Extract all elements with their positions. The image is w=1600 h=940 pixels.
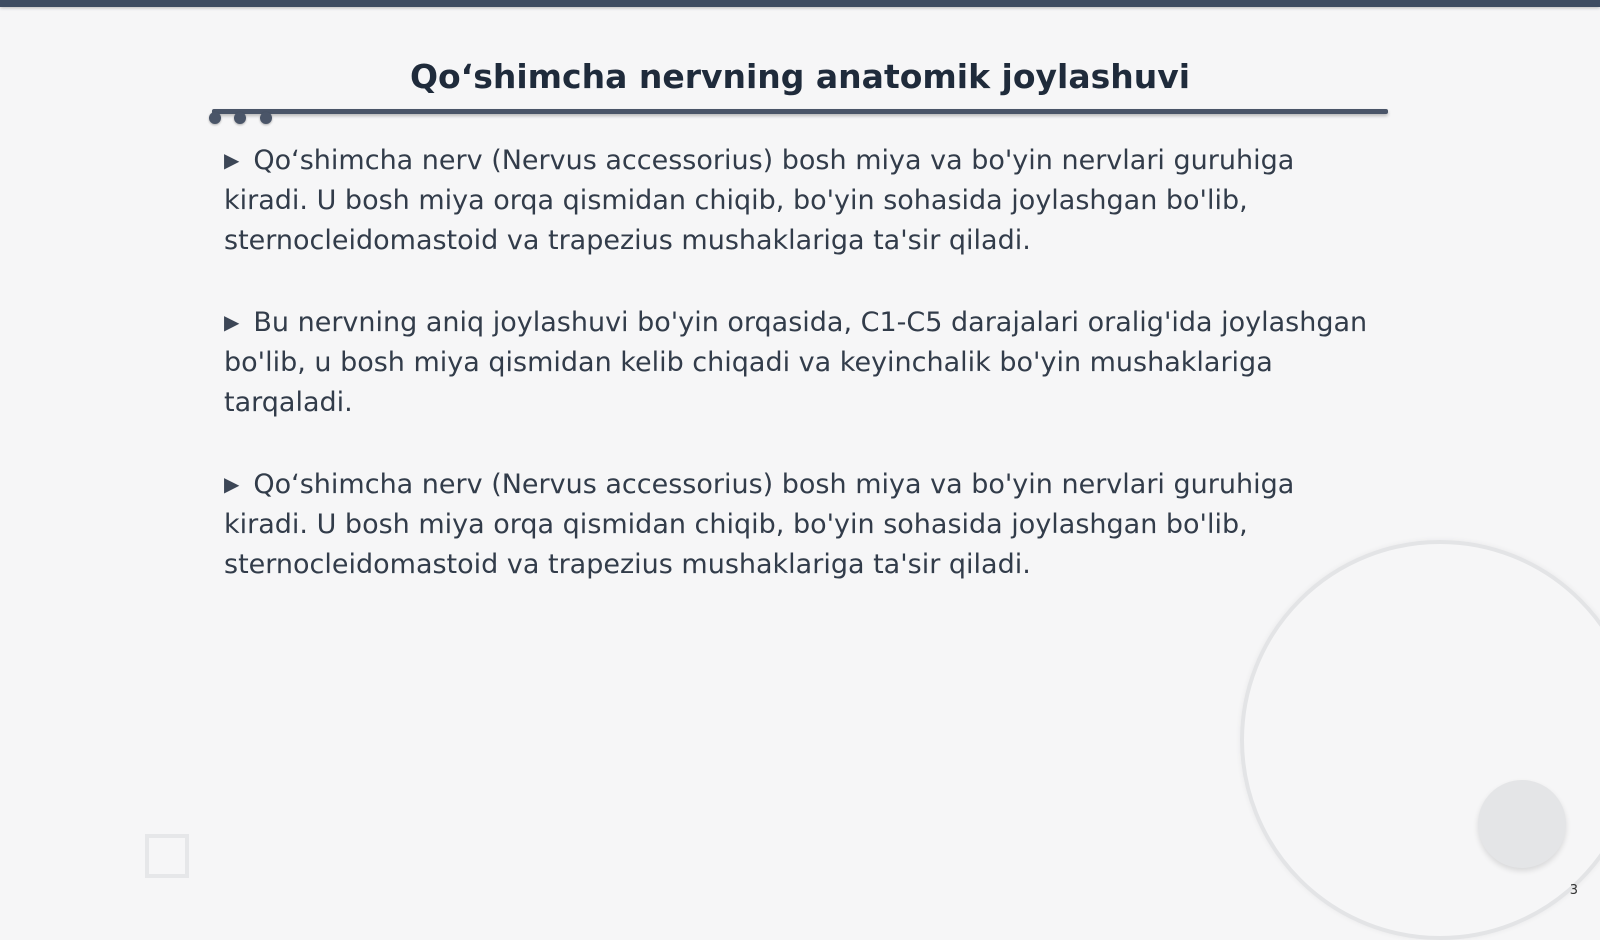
bullet-text: Bu nervning aniq joylashuvi bo'yin orqasida, C1-C5 darajalari oralig'ida joylashgan bo'lib, u bosh miya qismidan kelib chiqadi va keyinchalik bo'yin mushaklariga tarqaladi.	[224, 307, 1368, 418]
triangle-bullet-icon: ▶	[224, 148, 240, 172]
triangle-bullet-icon: ▶	[224, 310, 240, 334]
bullet-item	[224, 464, 1374, 585]
decorative-dot	[209, 112, 221, 124]
top-accent-bar	[0, 0, 1600, 7]
title-underline	[212, 109, 1388, 114]
decorative-circle	[1478, 780, 1566, 868]
bullet-item	[224, 140, 1374, 261]
page-number: 3	[1569, 883, 1578, 898]
decorative-dot	[260, 112, 272, 124]
triangle-bullet-icon: ▶	[224, 472, 240, 496]
decorative-dot	[234, 112, 246, 124]
bullet-text: Qoʻshimcha nerv (Nervus accessorius) bosh miya va bo'yin nervlari guruhiga kiradi. U bosh miya orqa qismidan chiqib, bo'yin sohasida joylashgan bo'lib, sternocleidomastoid va trapezius mushaklariga ta'sir qiladi.	[224, 145, 1295, 256]
bullet-item	[224, 302, 1374, 423]
bullet-list	[224, 140, 1374, 626]
slide-title: Qoʻshimcha nervning anatomik joylashuvi	[409, 57, 1191, 96]
decorative-square	[145, 834, 189, 878]
bullet-text: Qoʻshimcha nerv (Nervus accessorius) bosh miya va bo'yin nervlari guruhiga kiradi. U bosh miya orqa qismidan chiqib, bo'yin sohasida joylashgan bo'lib, sternocleidomastoid va trapezius mushaklariga ta'sir qiladi.	[224, 469, 1295, 580]
